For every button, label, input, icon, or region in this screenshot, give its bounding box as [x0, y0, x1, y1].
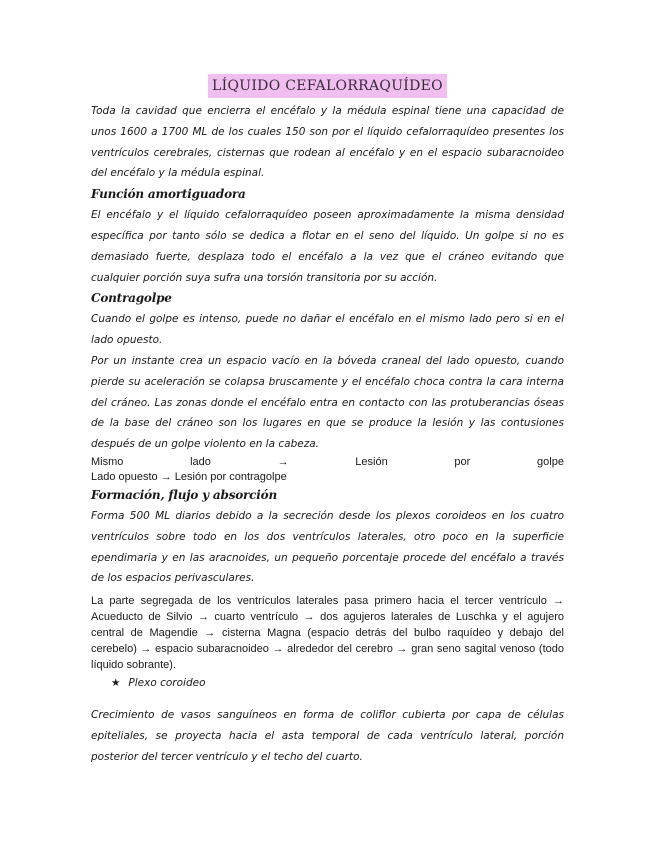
formacion-paragraph-2: La parte segregada de los ventrículos laterales pasa primero hacia el tercer ventrículo → Acueducto de Silvio → cuarto ventrículo → dos agujeros laterales de Luschka y el agujero central de Magendie → cisterna Magna (espacio detrás del bulbo raquídeo y debajo del cerebelo) → espacio subaracnoideo → alrededor del cerebro → gran seno sagital venoso (todo líquido sobrante).: [91, 595, 564, 672]
contragolpe-paragraph-2: Por un instante crea un espacio vacío en la bóveda craneal del lado opuesto, cuando pierde su aceleración se colapsa bruscamente y el encéfalo choca contra la cara interna del cráneo. Las zonas donde el encéfalo entra en contacto con las protuberancias óseas de la base del cráneo son los lugares en que se produce la lesión y las contusiones después de un golpe violento en la cabeza.: [91, 354, 564, 451]
page-title: LÍQUIDO CEFALORRAQUÍDEO: [208, 74, 447, 98]
intro-paragraph: Toda la cavidad que encierra el encéfalo y la médula espinal tiene una capacidad de unos 1600 a 1700 ML de los cuales 150 son por el líquido cefalorraquídeo presentes los ventrículos cerebrales, cisternas que rodean al encéfalo y en el espacio subaracnoideo del encéfalo y la médula espinal.: [91, 105, 564, 180]
line-a-word: por: [454, 455, 471, 468]
contragolpe-paragraph-1: Cuando el golpe es intenso, puede no dañar el encéfalo en el mismo lado pero si en el lado opuesto.: [91, 313, 564, 347]
contragolpe-line-a: [91, 455, 564, 470]
line-a-word: Mismo: [91, 455, 124, 468]
line-a-word: golpe: [537, 455, 564, 468]
heading-formacion: Formación, flujo y absorción: [91, 487, 277, 502]
document-page: [91, 74, 564, 768]
funcion-paragraph: El encéfalo y el líquido cefalorraquídeo poseen aproximadamente la misma densidad específica por tanto sólo se dedica a flotar en el seno del líquido. Un golpe si no es demasiado fuerte, desplaza todo el encéfalo a la vez que el cráneo evitando que cualquier porción suya sufra una torsión transitoria por su acción.: [91, 209, 564, 284]
contragolpe-line-b: Lado opuesto → Lesión por contragolpe: [91, 470, 287, 483]
star-icon: ★: [111, 677, 121, 690]
line-a-arrow: →: [277, 455, 289, 468]
bullet-item: [111, 673, 564, 693]
heading-funcion: Función amortiguadora: [91, 187, 246, 202]
heading-contragolpe: Contragolpe: [91, 291, 172, 306]
formacion-paragraph-3: Crecimiento de vasos sanguíneos en forma de coliflor cubierta por capa de células epiteliales, se proyecta hacia el asta temporal de cada ventrículo lateral, porción posterior del tercer ventrículo y el techo del cuarto.: [91, 709, 564, 763]
line-a-word: Lesión: [355, 455, 388, 468]
bullet-label: Plexo coroideo: [128, 677, 206, 690]
line-a-word: lado: [190, 455, 211, 468]
formacion-paragraph-1: Forma 500 ML diarios debido a la secreción desde los plexos coroideos en los cuatro ventrículos sobre todo en los dos ventrículos laterales, otro poco en la superficie ependimaria y en las aracnoides, un pequeño porcentaje procede del encéfalo a través de los espacios perivasculares.: [91, 509, 564, 585]
